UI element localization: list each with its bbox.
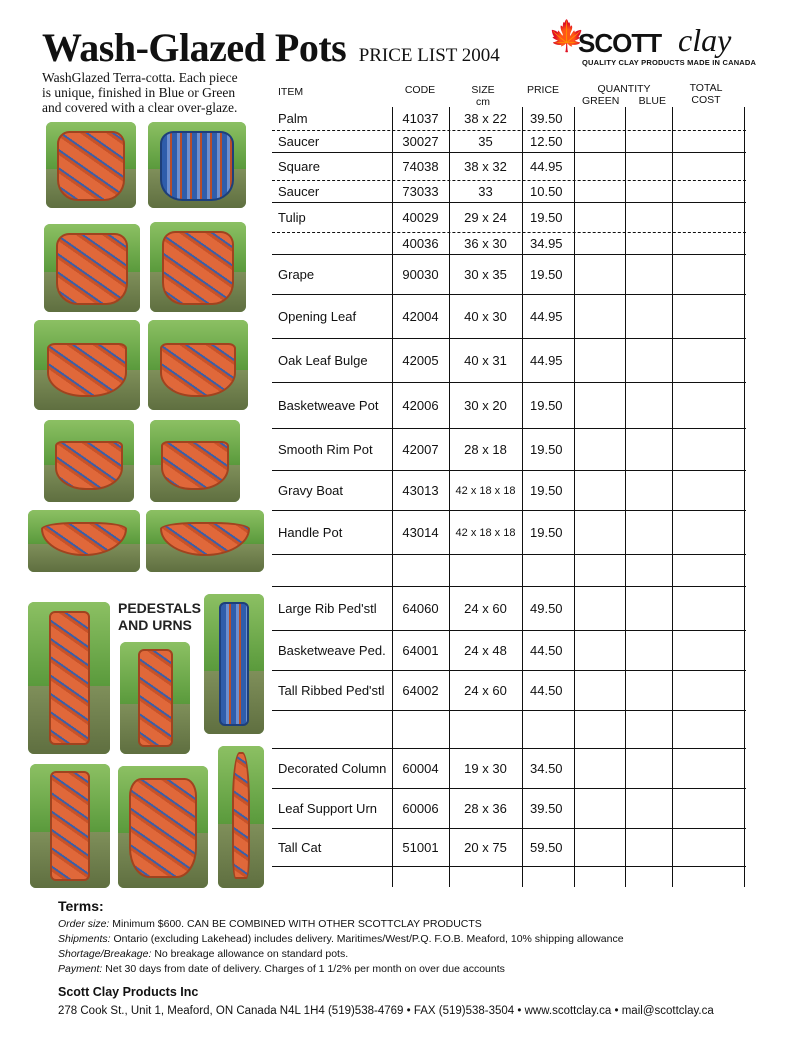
table-row [272, 107, 746, 131]
item-name [278, 555, 393, 586]
item-name: Smooth Rim Pot [278, 442, 373, 457]
item-code: 64002 [402, 683, 439, 698]
item-price: 19.50 [530, 483, 563, 498]
photo-large-rib-pedestal [28, 602, 110, 754]
item-price: 19.50 [530, 398, 563, 413]
item-code: 64060 [402, 601, 439, 616]
photo-oak-leaf-pot [148, 320, 248, 410]
header-size [458, 84, 508, 108]
table-row [272, 555, 746, 587]
item-name: Leaf Support Urn [278, 801, 378, 816]
photo-palm-pot [46, 122, 136, 208]
item-name [278, 233, 393, 254]
company-name: Scott Clay Products Inc [58, 985, 199, 999]
item-price: 34.50 [530, 761, 563, 776]
item-size: 40 x 31 [464, 353, 507, 368]
item-size: 24 x 60 [464, 683, 507, 698]
item-name: Oak Leaf Bulge [278, 353, 368, 368]
item-name: Opening Leaf [278, 309, 357, 324]
item-name: Saucer [278, 184, 320, 199]
table-row [272, 671, 746, 711]
photo-tall-ribbed-pedestal [204, 594, 264, 734]
photo-grape-pot [150, 222, 246, 312]
header-code: CODE [404, 84, 436, 96]
table-row [272, 471, 746, 511]
table-row [272, 339, 746, 383]
price-table [272, 107, 746, 887]
item-size: 29 x 24 [464, 210, 507, 225]
page-title: Wash-Glazed Pots [42, 25, 347, 70]
item-size: 42 x 18 x 18 [455, 526, 516, 539]
item-size: 42 x 18 x 18 [455, 484, 516, 497]
header-price: PRICE [526, 84, 560, 96]
item-size: 28 x 36 [464, 801, 507, 816]
item-code [392, 555, 449, 586]
item-name: Decorated Column [278, 761, 387, 776]
terms-heading: Terms: [58, 898, 104, 914]
item-price: 44.95 [530, 353, 563, 368]
item-name: Tall Ribbed Ped'stl [278, 683, 385, 698]
table-row [272, 829, 746, 867]
terms-shipments [58, 932, 778, 947]
terms-label: Shortage/Breakage: [58, 948, 152, 960]
item-name: Tulip [278, 210, 306, 225]
item-price: 34.95 [530, 236, 563, 251]
company-logo [548, 20, 768, 68]
title-block [42, 24, 500, 71]
item-price: 44.95 [530, 159, 563, 174]
item-code: 43013 [402, 483, 439, 498]
item-size: 33 [478, 184, 493, 199]
table-row [272, 749, 746, 789]
item-size: 35 [478, 134, 493, 149]
header-quantity-label: QUANTITY [597, 83, 651, 95]
company-info [58, 985, 778, 1017]
table-row [272, 383, 746, 429]
terms-text: No breakage allowance on standard pots. [151, 948, 349, 960]
header-blue: BLUE [638, 95, 666, 107]
item-size: 24 x 48 [464, 643, 507, 658]
table-row [272, 511, 746, 555]
photo-tall-cat [218, 746, 264, 888]
table-row [272, 233, 746, 255]
item-price: 39.50 [530, 801, 563, 816]
pedestals-label-line: PEDESTALS [118, 600, 201, 616]
item-name: Square [278, 159, 320, 174]
item-price: 19.50 [530, 442, 563, 457]
item-name: Basketweave Ped. [278, 643, 386, 658]
item-price: 19.50 [530, 267, 563, 282]
photo-basketweave-pot [44, 420, 134, 502]
item-code: 73033 [402, 184, 439, 199]
item-size: 30 x 35 [464, 267, 507, 282]
item-price [524, 555, 576, 586]
header-quantity [578, 83, 670, 107]
table-row [272, 255, 746, 295]
table-row [272, 153, 746, 181]
table-row [272, 711, 746, 749]
item-price: 59.50 [530, 840, 563, 855]
photo-gravy-boat [28, 510, 140, 572]
terms-text: Net 30 days from date of delivery. Charges of 1 1/2% per month on over due accounts [102, 963, 505, 975]
item-size: 40 x 30 [464, 309, 507, 324]
item-code: 90030 [402, 267, 439, 282]
terms-text: Minimum $600. CAN BE COMBINED WITH OTHER SCOTTCLAY PRODUCTS [109, 918, 482, 930]
company-address: 278 Cook St., Unit 1, Meaford, ON Canada N4L 1H4 (519)538-4769 • FAX (519)538-3504 • www.scottclay.ca • mail@scottclay.ca [58, 1005, 714, 1017]
header-size-unit: cm [476, 96, 490, 108]
item-code: 43014 [402, 525, 439, 540]
header-item: ITEM [278, 86, 304, 98]
item-price: 10.50 [530, 184, 563, 199]
item-code: 60006 [402, 801, 439, 816]
terms-section [58, 898, 778, 977]
table-row [272, 587, 746, 631]
item-name: Saucer [278, 134, 320, 149]
item-size [449, 711, 522, 748]
item-code: 40029 [402, 210, 439, 225]
item-size: 28 x 18 [464, 442, 507, 457]
item-price: 44.50 [530, 643, 563, 658]
item-name: Grape [278, 267, 315, 282]
item-price: 19.50 [530, 525, 563, 540]
item-price: 19.50 [530, 210, 563, 225]
item-name: Handle Pot [278, 525, 343, 540]
description-line: WashGlazed Terra-cotta. Each piece [42, 70, 238, 85]
photo-basketweave-pedestal [120, 642, 190, 754]
item-code [392, 711, 449, 748]
item-code: 64001 [402, 643, 439, 658]
item-price: 39.50 [530, 111, 563, 126]
logo-scott-text: SCOTT [578, 28, 662, 58]
terms-shortage [58, 947, 778, 962]
item-size: 38 x 22 [464, 111, 507, 126]
item-size: 19 x 30 [464, 761, 507, 776]
item-price: 12.50 [530, 134, 563, 149]
photo-square-pot [148, 122, 246, 208]
item-name: Palm [278, 111, 308, 126]
photo-tulip-pot [44, 224, 140, 312]
header-total-cost: TOTAL COST [689, 82, 723, 106]
item-name: Large Rib Ped'stl [278, 601, 377, 616]
terms-label: Shipments: [58, 933, 111, 945]
item-size [449, 555, 522, 586]
terms-text: Ontario (excluding Lakehead) includes delivery. Maritimes/West/P.Q. F.O.B. Meaford, 10% shipping allowance [110, 933, 624, 945]
item-name: Tall Cat [278, 840, 322, 855]
item-code: 41037 [402, 111, 439, 126]
item-size: 20 x 75 [464, 840, 507, 855]
maple-leaf-icon: 🍁 [548, 20, 586, 53]
logo-tagline: QUALITY CLAY PRODUCTS MADE IN CANADA [582, 58, 757, 67]
terms-payment [58, 962, 778, 977]
photo-decorated-column [30, 764, 110, 888]
header-size-label: SIZE [471, 84, 495, 96]
item-code: 30027 [402, 134, 439, 149]
item-price: 49.50 [530, 601, 563, 616]
header-green: GREEN [582, 95, 620, 107]
item-code: 42006 [402, 398, 439, 413]
table-row [272, 789, 746, 829]
item-name: Gravy Boat [278, 483, 344, 498]
logo-clay-text: clay [678, 22, 732, 58]
terms-order-size [58, 917, 778, 932]
pedestals-label [118, 600, 201, 634]
item-code: 40036 [402, 236, 439, 251]
product-description [42, 70, 272, 115]
item-code: 51001 [402, 840, 439, 855]
photo-handle-pot [146, 510, 264, 572]
item-price: 44.50 [530, 683, 563, 698]
terms-label: Order size: [58, 918, 110, 930]
table-row [272, 203, 746, 233]
item-code: 74038 [402, 159, 439, 174]
photo-smooth-rim-pot [150, 420, 240, 502]
description-line: and covered with a clear over-glaze. [42, 100, 238, 115]
table-row [272, 631, 746, 671]
table-row [272, 295, 746, 339]
item-code: 42007 [402, 442, 439, 457]
item-code: 60004 [402, 761, 439, 776]
item-size: 36 x 30 [464, 236, 507, 251]
table-row [272, 429, 746, 471]
item-size: 30 x 20 [464, 398, 507, 413]
photo-leaf-support-urn [118, 766, 208, 888]
item-size: 24 x 60 [464, 601, 507, 616]
item-price [524, 711, 576, 748]
pedestals-label-line: AND URNS [118, 617, 192, 633]
item-name [278, 711, 393, 748]
photo-opening-leaf-pot [34, 320, 140, 410]
terms-label: Payment: [58, 963, 103, 975]
table-row [272, 181, 746, 203]
page-subtitle: PRICE LIST 2004 [358, 45, 500, 66]
item-code: 42004 [402, 309, 439, 324]
table-row [272, 131, 746, 153]
item-name: Basketweave Pot [278, 398, 379, 413]
item-price: 44.95 [530, 309, 563, 324]
item-code: 42005 [402, 353, 439, 368]
description-line: is unique, finished in Blue or Green [42, 85, 236, 100]
item-size: 38 x 32 [464, 159, 507, 174]
